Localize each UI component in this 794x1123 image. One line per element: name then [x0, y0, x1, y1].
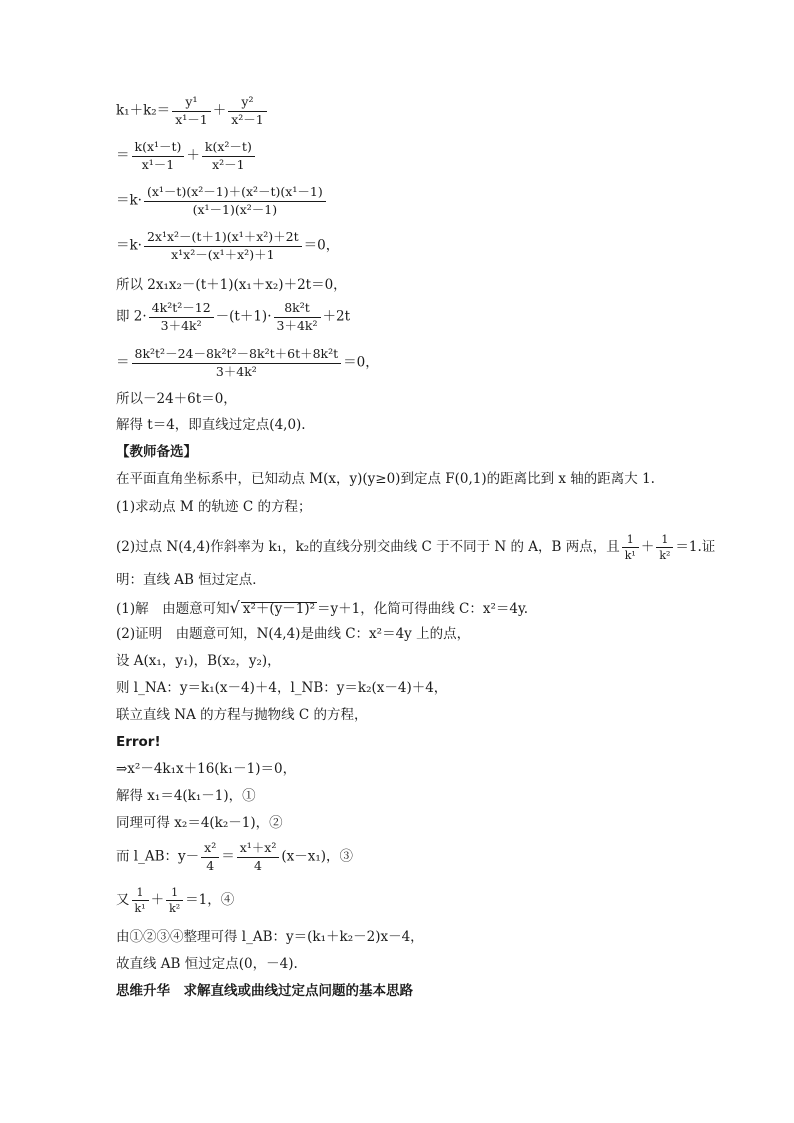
denominator: k² — [166, 900, 183, 914]
operator: ＝ — [221, 848, 235, 865]
eq-text: (2)过点 N(4,4)作斜率为 k₁，k₂的直线分别交曲线 C 于不同于 N 的 A，B 两点，且 — [116, 539, 620, 555]
numerator: 1 — [661, 533, 669, 546]
text-line: 则 l_NA：y＝k₁(x－4)＋4，l_NB：y＝k₂(x－4)＋4， — [116, 680, 448, 696]
fraction — [166, 887, 183, 914]
numerator: (x¹－t)(x²－1)＋(x²－t)(x¹－1) — [146, 184, 323, 199]
fraction — [228, 96, 267, 126]
eq-line-25 — [116, 887, 234, 914]
operator: ＋ — [212, 102, 227, 119]
text-line: 故直线 AB 恒过定点(0，－4). — [116, 956, 298, 972]
denominator: k² — [656, 547, 673, 561]
operator: ＋ — [150, 892, 165, 908]
eq-line-1 — [116, 96, 269, 126]
operator: ＋2t — [322, 308, 351, 325]
denominator: 3＋4k² — [274, 317, 321, 333]
fraction — [656, 534, 673, 561]
text-line: 所以－24＋6t＝0， — [116, 391, 237, 407]
eq-text: ＝0， — [343, 354, 379, 371]
text-line: 由①②③④整理可得 l_AB：y＝(k₁＋k₂－2)x－4， — [116, 929, 424, 945]
problem-statement: 在平面直角坐标系中，已知动点 M(x，y)(y≥0)到定点 F(0,1)的距离比到 x 轴的距离大 1. — [116, 471, 655, 487]
fraction — [132, 141, 185, 171]
denominator: x¹x²－(x¹＋x²)＋1 — [144, 246, 302, 262]
fraction — [172, 96, 211, 126]
numerator: x² — [204, 840, 217, 855]
fraction — [201, 842, 219, 872]
denominator: x²－1 — [202, 156, 255, 172]
denominator: 4 — [237, 857, 280, 873]
eq-line-6 — [116, 302, 350, 332]
numerator: y² — [241, 94, 254, 109]
numerator: 1 — [136, 886, 144, 899]
eq-text: 即 2· — [116, 308, 147, 325]
denominator: x¹－1 — [172, 111, 211, 127]
denominator: 3＋4k² — [132, 363, 342, 379]
fraction — [149, 302, 214, 332]
eq-text: k₁＋k₂＝ — [116, 102, 171, 119]
fraction — [202, 141, 255, 171]
numerator: k(x²－t) — [204, 139, 252, 154]
eq-line-2 — [116, 141, 257, 171]
text-line: 解得 x₁＝4(k₁－1)，① — [116, 788, 256, 804]
text-line: 同理可得 x₂＝4(k₂－1)，② — [116, 815, 283, 831]
fraction — [132, 348, 342, 378]
text-line: (2)证明 由题意可知，N(4,4)是曲线 C：x²＝4y 上的点， — [116, 626, 471, 642]
denominator: (x¹－1)(x²－1) — [144, 201, 326, 217]
denominator: k¹ — [132, 900, 149, 914]
text-line: 明：直线 AB 恒过定点． — [116, 572, 266, 588]
problem-part-2 — [116, 534, 715, 561]
error-text: Error! — [116, 734, 161, 750]
fraction — [132, 887, 149, 914]
section-label: 【教师备选】 — [116, 444, 197, 460]
solution-part-1 — [116, 600, 528, 617]
eq-text: ＝0， — [303, 237, 340, 254]
denominator: x¹－1 — [132, 156, 185, 172]
eq-line-24 — [116, 842, 353, 872]
numerator: 1 — [171, 886, 179, 899]
numerator: 8k²t — [284, 300, 310, 315]
numerator: 2x¹x²－(t＋1)(x¹＋x²)＋2t — [146, 229, 299, 244]
sqrt-body: x²＋(y－1)² — [242, 601, 316, 617]
text-line: ⇒x²－4k₁x＋16(k₁－1)＝0， — [116, 761, 297, 777]
fraction — [144, 231, 302, 261]
numerator: x¹＋x² — [239, 840, 277, 855]
eq-line-3 — [116, 186, 328, 216]
eq-text: ＝1.证 — [675, 539, 716, 555]
eq-text: ＝ — [116, 354, 130, 371]
eq-text: 又 — [116, 892, 130, 908]
text-line: 解得 t＝4，即直线过定点(4,0). — [116, 417, 306, 433]
operator: ＋ — [640, 539, 655, 555]
denominator: 4 — [201, 857, 219, 873]
eq-text: ＝y＋1，化简可得曲线 C：x²＝4y. — [317, 601, 529, 617]
text-line: 设 A(x₁，y₁)，B(x₂，y₂)， — [116, 653, 281, 669]
numerator: y¹ — [185, 94, 198, 109]
fraction — [274, 302, 321, 332]
numerator: 8k²t²－24－8k²t²－8k²t＋6t＋8k²t — [134, 346, 339, 361]
eq-text: 而 l_AB：y－ — [116, 848, 200, 865]
eq-text: ＝ — [116, 147, 130, 164]
numerator: 4k²t²－12 — [151, 300, 211, 315]
eq-text: ＝1，④ — [185, 892, 235, 908]
text-line: 所以 2x₁x₂－(t＋1)(x₁＋x₂)＋2t＝0， — [116, 277, 347, 293]
summary-heading: 思维升华 求解直线或曲线过定点问题的基本思路 — [116, 983, 413, 999]
denominator: x²－1 — [228, 111, 267, 127]
sqrt-icon: √ — [229, 598, 240, 617]
denominator: k¹ — [622, 547, 639, 561]
denominator: 3＋4k² — [149, 317, 214, 333]
numerator: k(x¹－t) — [134, 139, 182, 154]
fraction — [622, 534, 639, 561]
fraction — [144, 186, 326, 216]
eq-text: ＝k· — [116, 237, 142, 254]
eq-text: (1)解 由题意可知 — [116, 601, 230, 617]
operator: ＋ — [186, 147, 200, 164]
fraction — [237, 842, 280, 872]
numerator: 1 — [626, 533, 634, 546]
eq-text: (x－x₁)，③ — [281, 848, 354, 865]
eq-text: ＝k· — [116, 192, 142, 209]
operator: －(t＋1)· — [215, 308, 272, 325]
text-line: 联立直线 NA 的方程与抛物线 C 的方程， — [116, 707, 368, 723]
problem-part-1: (1)求动点 M 的轨迹 C 的方程； — [116, 499, 312, 515]
eq-line-4 — [116, 231, 339, 261]
eq-line-7 — [116, 348, 379, 378]
